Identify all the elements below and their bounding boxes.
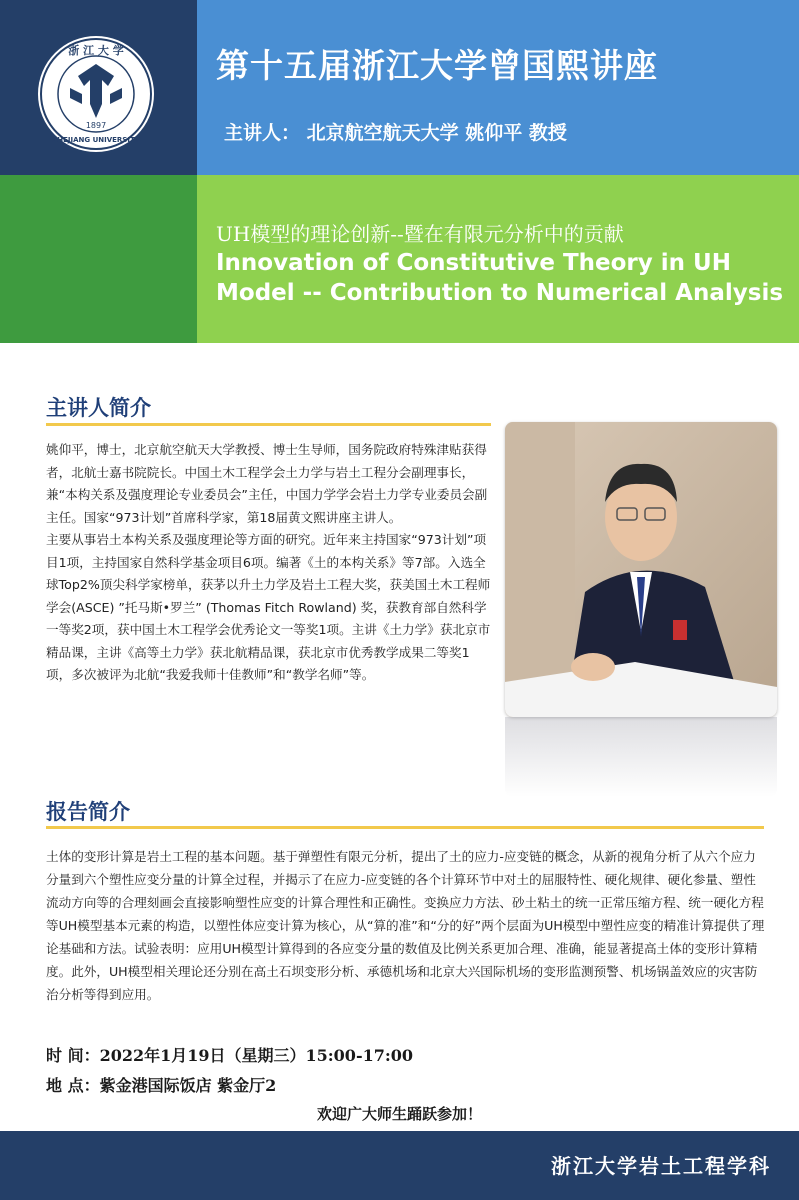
logo-year: 1897 <box>85 121 107 130</box>
speaker-photo <box>505 422 777 717</box>
report-heading-underline <box>46 826 764 829</box>
logo-chinese-name: 浙 江 大 学 <box>68 44 124 57</box>
report-heading: 报告简介 <box>46 800 130 824</box>
logo-university: ZHEJIANG UNIVERSITY <box>52 136 140 144</box>
welcome-text: 欢迎广大师生踊跃参加！ <box>316 1105 482 1123</box>
event-time: 时 间：2022年1月19日（星期三）15:00-17:00 <box>46 1046 414 1065</box>
photo-reflection <box>505 717 777 797</box>
bio-heading: 主讲人简介 <box>46 396 151 420</box>
bio-text <box>46 439 494 687</box>
footer-organization: 浙江大学岩土工程学科 <box>551 1154 771 1178</box>
header-right-panel <box>197 0 799 175</box>
bio-paragraph: 姚仰平，博士，北京航空航天大学教授、博士生导师，国务院政府特殊津贴获得者，北航士嘉书院院长。中国土木工程学会土力学与岩土工程分会副理事长，兼“本构关系及强度理论专业委员会”主任，中国力学学会岩土力学专业委员会副主任。国家“973计划”首席科学家，第18届黄文熙讲座主讲人。 <box>46 442 488 525</box>
speaker-line: 主讲人： 北京航空航天大学 姚仰平 教授 <box>224 122 567 144</box>
topic-title-english: Innovation of Constitutive Theory in UH Model -- Contribution to Numerical Analysis <box>216 250 784 306</box>
zju-logo <box>36 34 156 154</box>
bio-heading-underline <box>46 423 491 426</box>
topic-title-chinese: UH模型的理论创新--暨在有限元分析中的贡献 <box>216 222 624 246</box>
topic-left-panel <box>0 175 197 343</box>
bio-paragraph: 主要从事岩土本构关系及强度理论等方面的研究。近年来主持国家“973计划”项目1项，主持国家自然科学基金项目6项。编著《土的本构关系》等7部。入选全球Top2%顶尖科学家榜单，获茅以升土力学及岩土工程大奖，获美国土木工程师学会(ASCE) ”托马斯•罗兰” (Thomas Fitch Rowland) 奖，获教育部自然科学一等奖2项，获中国土木工程学会优秀论文一等奖1项。主讲《土力学》获北京市精品课，主讲《高等土力学》获北航精品课，获北京市优秀教学成果二等奖1项，多次被评为北航“我爱我师十佳教师”和“教学名师”等。 <box>46 532 491 682</box>
report-text: 土体的变形计算是岩土工程的基本问题。基于弹塑性有限元分析，提出了土的应力-应变链的概念，从新的视角分析了从六个应力分量到六个塑性应变分量的计算全过程，并揭示了在应力-应变链的各个计算环节中对土的屈服特性、硬化规律、硬化参量、塑性流动方向等的合理刻画会直接影响塑性应变的计算合理性和正确性。变换应力方法、砂土粘土的统一正常压缩方程、统一硬化方程等UH模型基本元素的构造，以塑性体应变计算为核心，从“算的准”和“分的好”两个层面为UH模型中塑性应变的精准计算提供了理论基础和方法。试验表明：应用UH模型计算得到的各应变分量的数值及比例关系更加合理、准确，能显著提高土体的变形计算精度。此外，UH模型相关理论还分别在高土石坝变形分析、承德机场和北京大兴国际机场的变形监测预警、机场锅盖效应的灾害防治分析等得到应用。 <box>46 849 765 1002</box>
lecture-title: 第十五届浙江大学曾国熙讲座 <box>216 46 658 85</box>
event-place: 地 点：紫金港国际饭店 紫金厅2 <box>46 1076 277 1095</box>
